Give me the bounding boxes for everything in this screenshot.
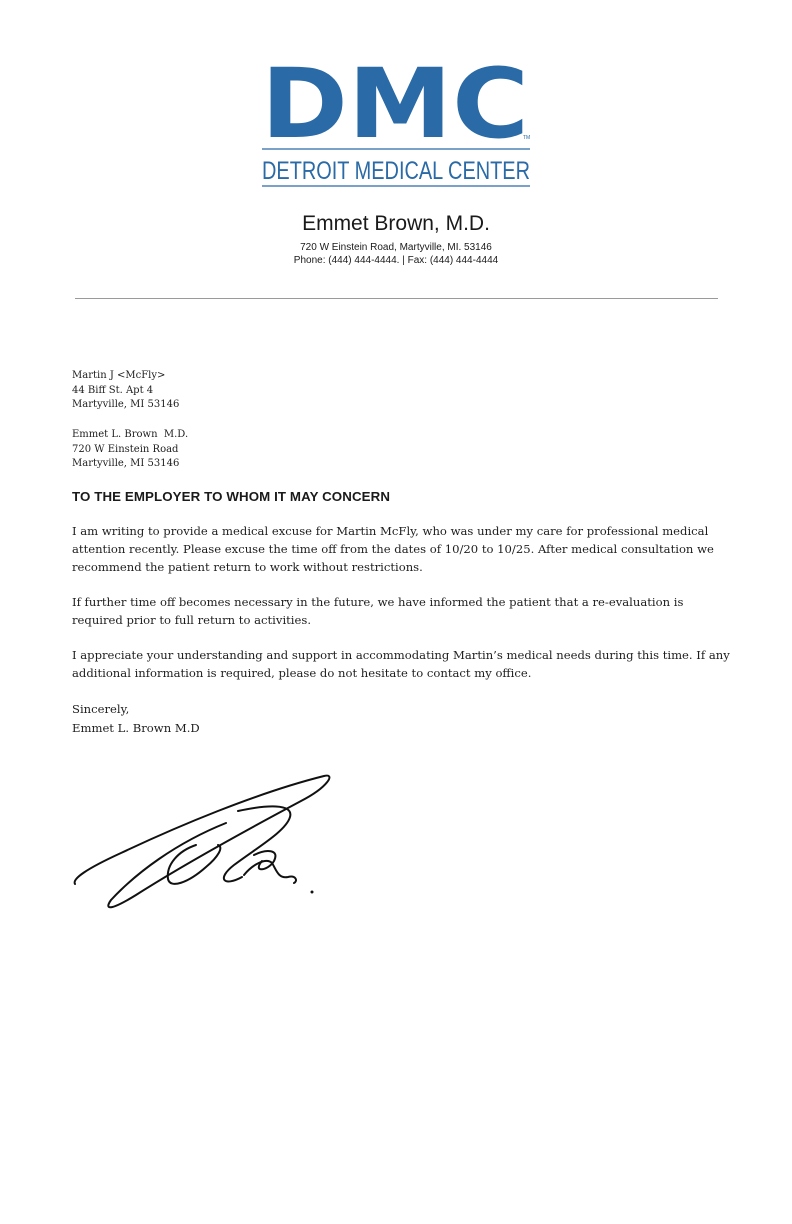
- letter-paragraph-2: If further time off becomes necessary in the future, we have informed the patient that a re-evaluation is required prior to full return to activities.: [72, 595, 684, 627]
- recipient-street: 44 Biff St. Apt 4: [72, 384, 154, 396]
- logo-name: DETROIT MEDICAL CENTER: [262, 157, 530, 185]
- doctor-phone-fax: Phone: (444) 444-4444. | Fax: (444) 444-4444: [293, 255, 499, 266]
- letter-closing: [72, 700, 200, 738]
- sender-city: Martyville, MI 53146: [72, 458, 180, 470]
- doctor-address: 720 W Einstein Road, Martyville, MI. 53146: [300, 242, 492, 253]
- doctor-name: Emmet Brown, M.D.: [302, 212, 490, 235]
- recipient-city: Martyville, MI 53146: [72, 399, 180, 411]
- logo-trademark: TM: [523, 135, 531, 141]
- recipient-name: Martin J <McFly>: [72, 370, 166, 381]
- sender-street: 720 W Einstein Road: [72, 443, 179, 455]
- sender-name: Emmet L. Brown M.D.: [72, 429, 189, 440]
- header-divider: [75, 298, 718, 299]
- signature-strokes: [66, 765, 336, 920]
- sender-address: [72, 428, 188, 472]
- closing-signer: Emmet L. Brown M.D: [72, 721, 200, 735]
- closing-salutation: Sincerely,: [72, 702, 130, 716]
- signature-dot: [311, 891, 314, 894]
- handwritten-signature: [66, 765, 336, 920]
- letter-paragraph-3: I appreciate your understanding and support in accommodating Martin’s medical needs during this time. If any additional information is required, please do not hesitate to contact my office.: [72, 648, 730, 680]
- dmc-logo: [261, 48, 532, 189]
- dmc-logo-graphic: [261, 48, 532, 189]
- letter-paragraph-1: I am writing to provide a medical excuse for Martin McFly, who was under my care for professional medical attention recently. Please excuse the time off from the dates of 10/20 to 10/25. After medical consultation we recommend the patient return to work without restrictions.: [72, 524, 714, 574]
- logo-mark: DMC: [261, 48, 529, 160]
- letter-subject: TO THE EMPLOYER TO WHOM IT MAY CONCERN: [72, 489, 391, 504]
- recipient-address: [72, 369, 179, 413]
